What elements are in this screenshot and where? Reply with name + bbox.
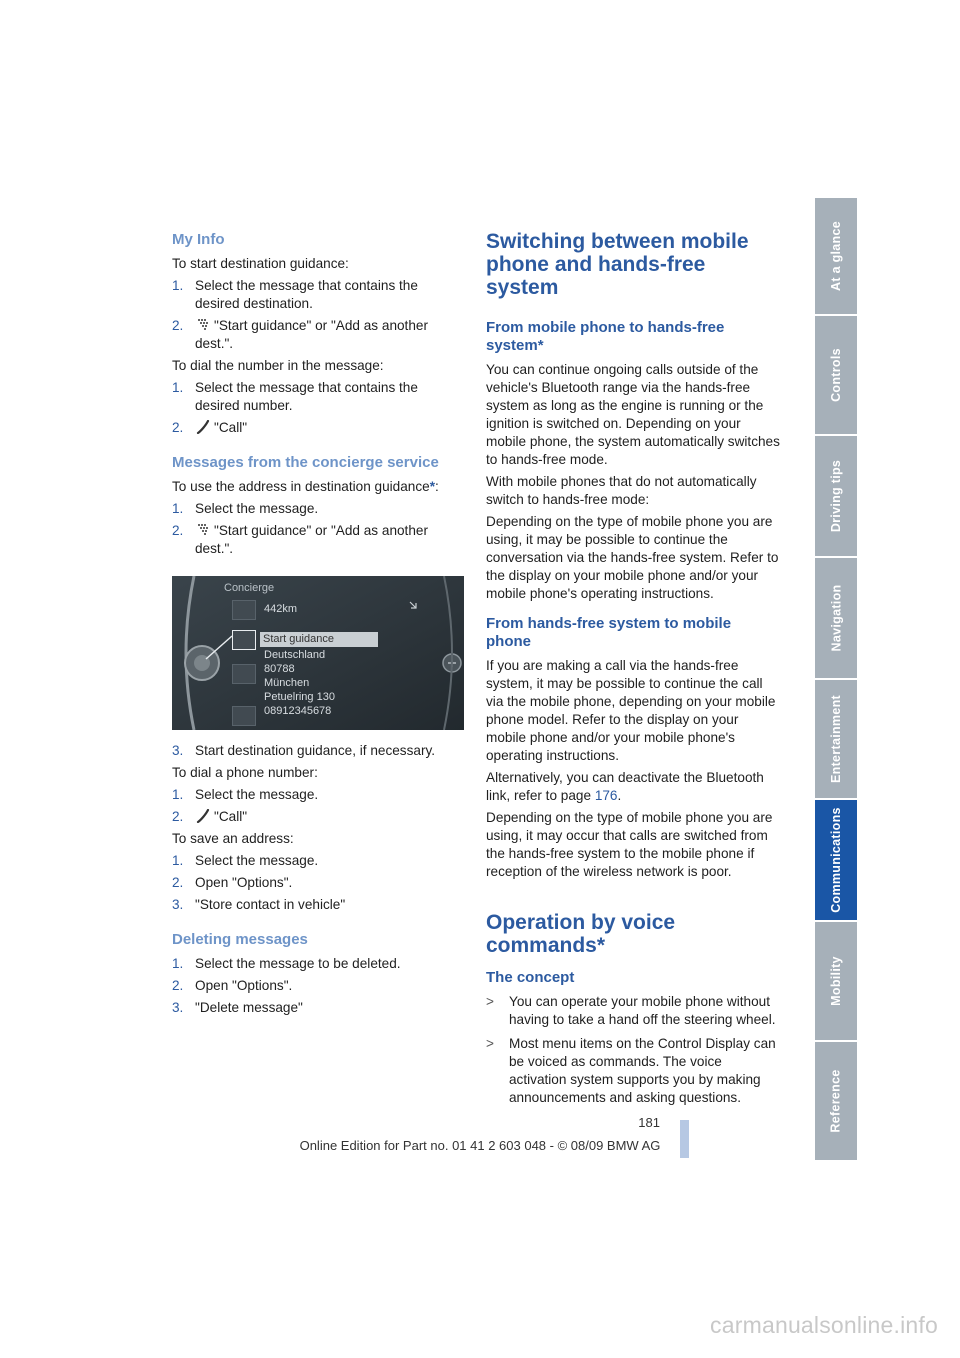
my-info-intro-1: To start destination guidance:: [172, 256, 349, 271]
switching-heading: Switching between mobile phone and hands-free system: [486, 230, 749, 299]
step: 2. "Start guidance" or "Add as another dest.".: [172, 318, 428, 351]
sub-heading-handsfree-to-mobile: From hands-free system to mobile phone: [486, 615, 732, 650]
concierge-heading: Messages from the concierge service: [172, 454, 439, 471]
step: 3. Start destination guidance, if necessary.: [172, 743, 436, 758]
deleting-heading: Deleting messages: [172, 931, 308, 948]
paragraph: Depending on the type of mobile phone you are using, it may occur that calls are switched from the hands-free system to the mobile phone if reception of the wireless network is poor.: [486, 810, 773, 879]
screen-icon-phone: [232, 664, 256, 684]
page-link[interactable]: 176: [594, 788, 618, 803]
tab-driving-tips[interactable]: Driving tips: [815, 436, 857, 556]
control-display-screenshot: [172, 576, 464, 730]
screen-icon-navigation: [232, 630, 256, 650]
paragraph: With mobile phones that do not automatically switch to hands-free mode:: [486, 474, 757, 507]
paragraph: If you are making a call via the hands-free system, it may be possible to continue the call via the mobile phone, depending on your mobile phone model. Refer to the display on your mobile phone and/or your mobile phone's operating instructions.: [486, 658, 776, 763]
save-intro: To save an address:: [172, 831, 294, 846]
tab-entertainment[interactable]: Entertainment: [815, 680, 857, 798]
step: 1. Select the message.: [172, 501, 319, 516]
step: 1. Select the message.: [172, 853, 319, 868]
my-info-heading: My Info: [172, 231, 225, 248]
screen-line: Deutschland: [264, 649, 326, 661]
left-column: [172, 230, 464, 1021]
dial-intro: To dial a phone number:: [172, 765, 318, 780]
screen-highlighted-item: Start guidance: [260, 632, 378, 647]
watermark: carmanualsonline.info: [710, 1312, 938, 1338]
step: 2. "Start guidance" or "Add as another dest.".: [172, 523, 428, 556]
concierge-intro: To use the address in destination guidance*:: [172, 479, 439, 494]
paragraph: Alternatively, you can deactivate the Bluetooth link, refer to page 176.: [486, 770, 764, 803]
step: 2. "Call": [172, 420, 248, 435]
screen-line: 80788: [264, 663, 295, 675]
screen-icon-options: [232, 706, 256, 726]
footer: Online Edition for Part no. 01 41 2 603 048 - © 08/09 BMW AG: [299, 1138, 661, 1153]
screen-distance: 442km: [264, 603, 298, 615]
screen-title: Concierge: [224, 582, 275, 594]
step: 2. "Call": [172, 809, 248, 824]
asterisk-icon: *: [429, 479, 435, 494]
step: 3. "Delete message": [172, 1000, 303, 1015]
screen-line: Petuelring 130: [264, 691, 335, 703]
step: 2. Open "Options".: [172, 978, 293, 993]
list-item: > You can operate your mobile phone without having to take a hand off the steering wheel.: [486, 994, 776, 1027]
paragraph: Depending on the type of mobile phone you are using, it may be possible to continue the conversation via the hands-free system. Refer to the display on your mobile phone and/or your mobile phone's operating instructions.: [486, 514, 779, 601]
list-item: > Most menu items on the Control Display can be voiced as commands. The voice activation system supports you by making announcements and asking questions.: [486, 1036, 776, 1105]
voice-commands-heading: Operation by voice commands*: [486, 911, 676, 957]
screen-line: München: [264, 677, 310, 689]
step: 1. Select the message.: [172, 787, 319, 802]
phone-icon: [195, 420, 211, 434]
screen-line: 08912345678: [264, 705, 332, 717]
step: 1. Select the message that contains the desired destination.: [172, 278, 418, 311]
my-info-intro-2: To dial the number in the message:: [172, 358, 384, 373]
tab-navigation[interactable]: Navigation: [815, 558, 857, 678]
navigation-icon: [195, 523, 211, 537]
tab-controls[interactable]: Controls: [815, 316, 857, 434]
step: 1. Select the message to be deleted.: [172, 956, 401, 971]
step: 3. "Store contact in vehicle": [172, 897, 346, 912]
paragraph: You can continue ongoing calls outside of the vehicle's Bluetooth range via the hands-free system as long as the engine is running or the ignition is switched on. Depending on your mobile phone, the system automatically switches to hands-free mode.: [486, 362, 780, 467]
phone-icon: [195, 809, 211, 823]
tab-reference[interactable]: Reference: [815, 1042, 857, 1160]
tab-at-a-glance[interactable]: At a glance: [815, 198, 857, 314]
tab-mobility[interactable]: Mobility: [815, 922, 857, 1040]
navigation-icon: [195, 318, 211, 332]
step: 2. Open "Options".: [172, 875, 293, 890]
concept-heading: The concept: [486, 969, 575, 986]
right-column: [486, 230, 780, 1113]
sub-heading-mobile-to-handsfree: From mobile phone to hands-free system*: [486, 319, 725, 354]
screen-icon-list: [232, 600, 256, 620]
tab-communications[interactable]: Communications: [815, 800, 857, 920]
page-number: 181: [638, 1115, 660, 1130]
step: 1. Select the message that contains the desired number.: [172, 380, 418, 413]
